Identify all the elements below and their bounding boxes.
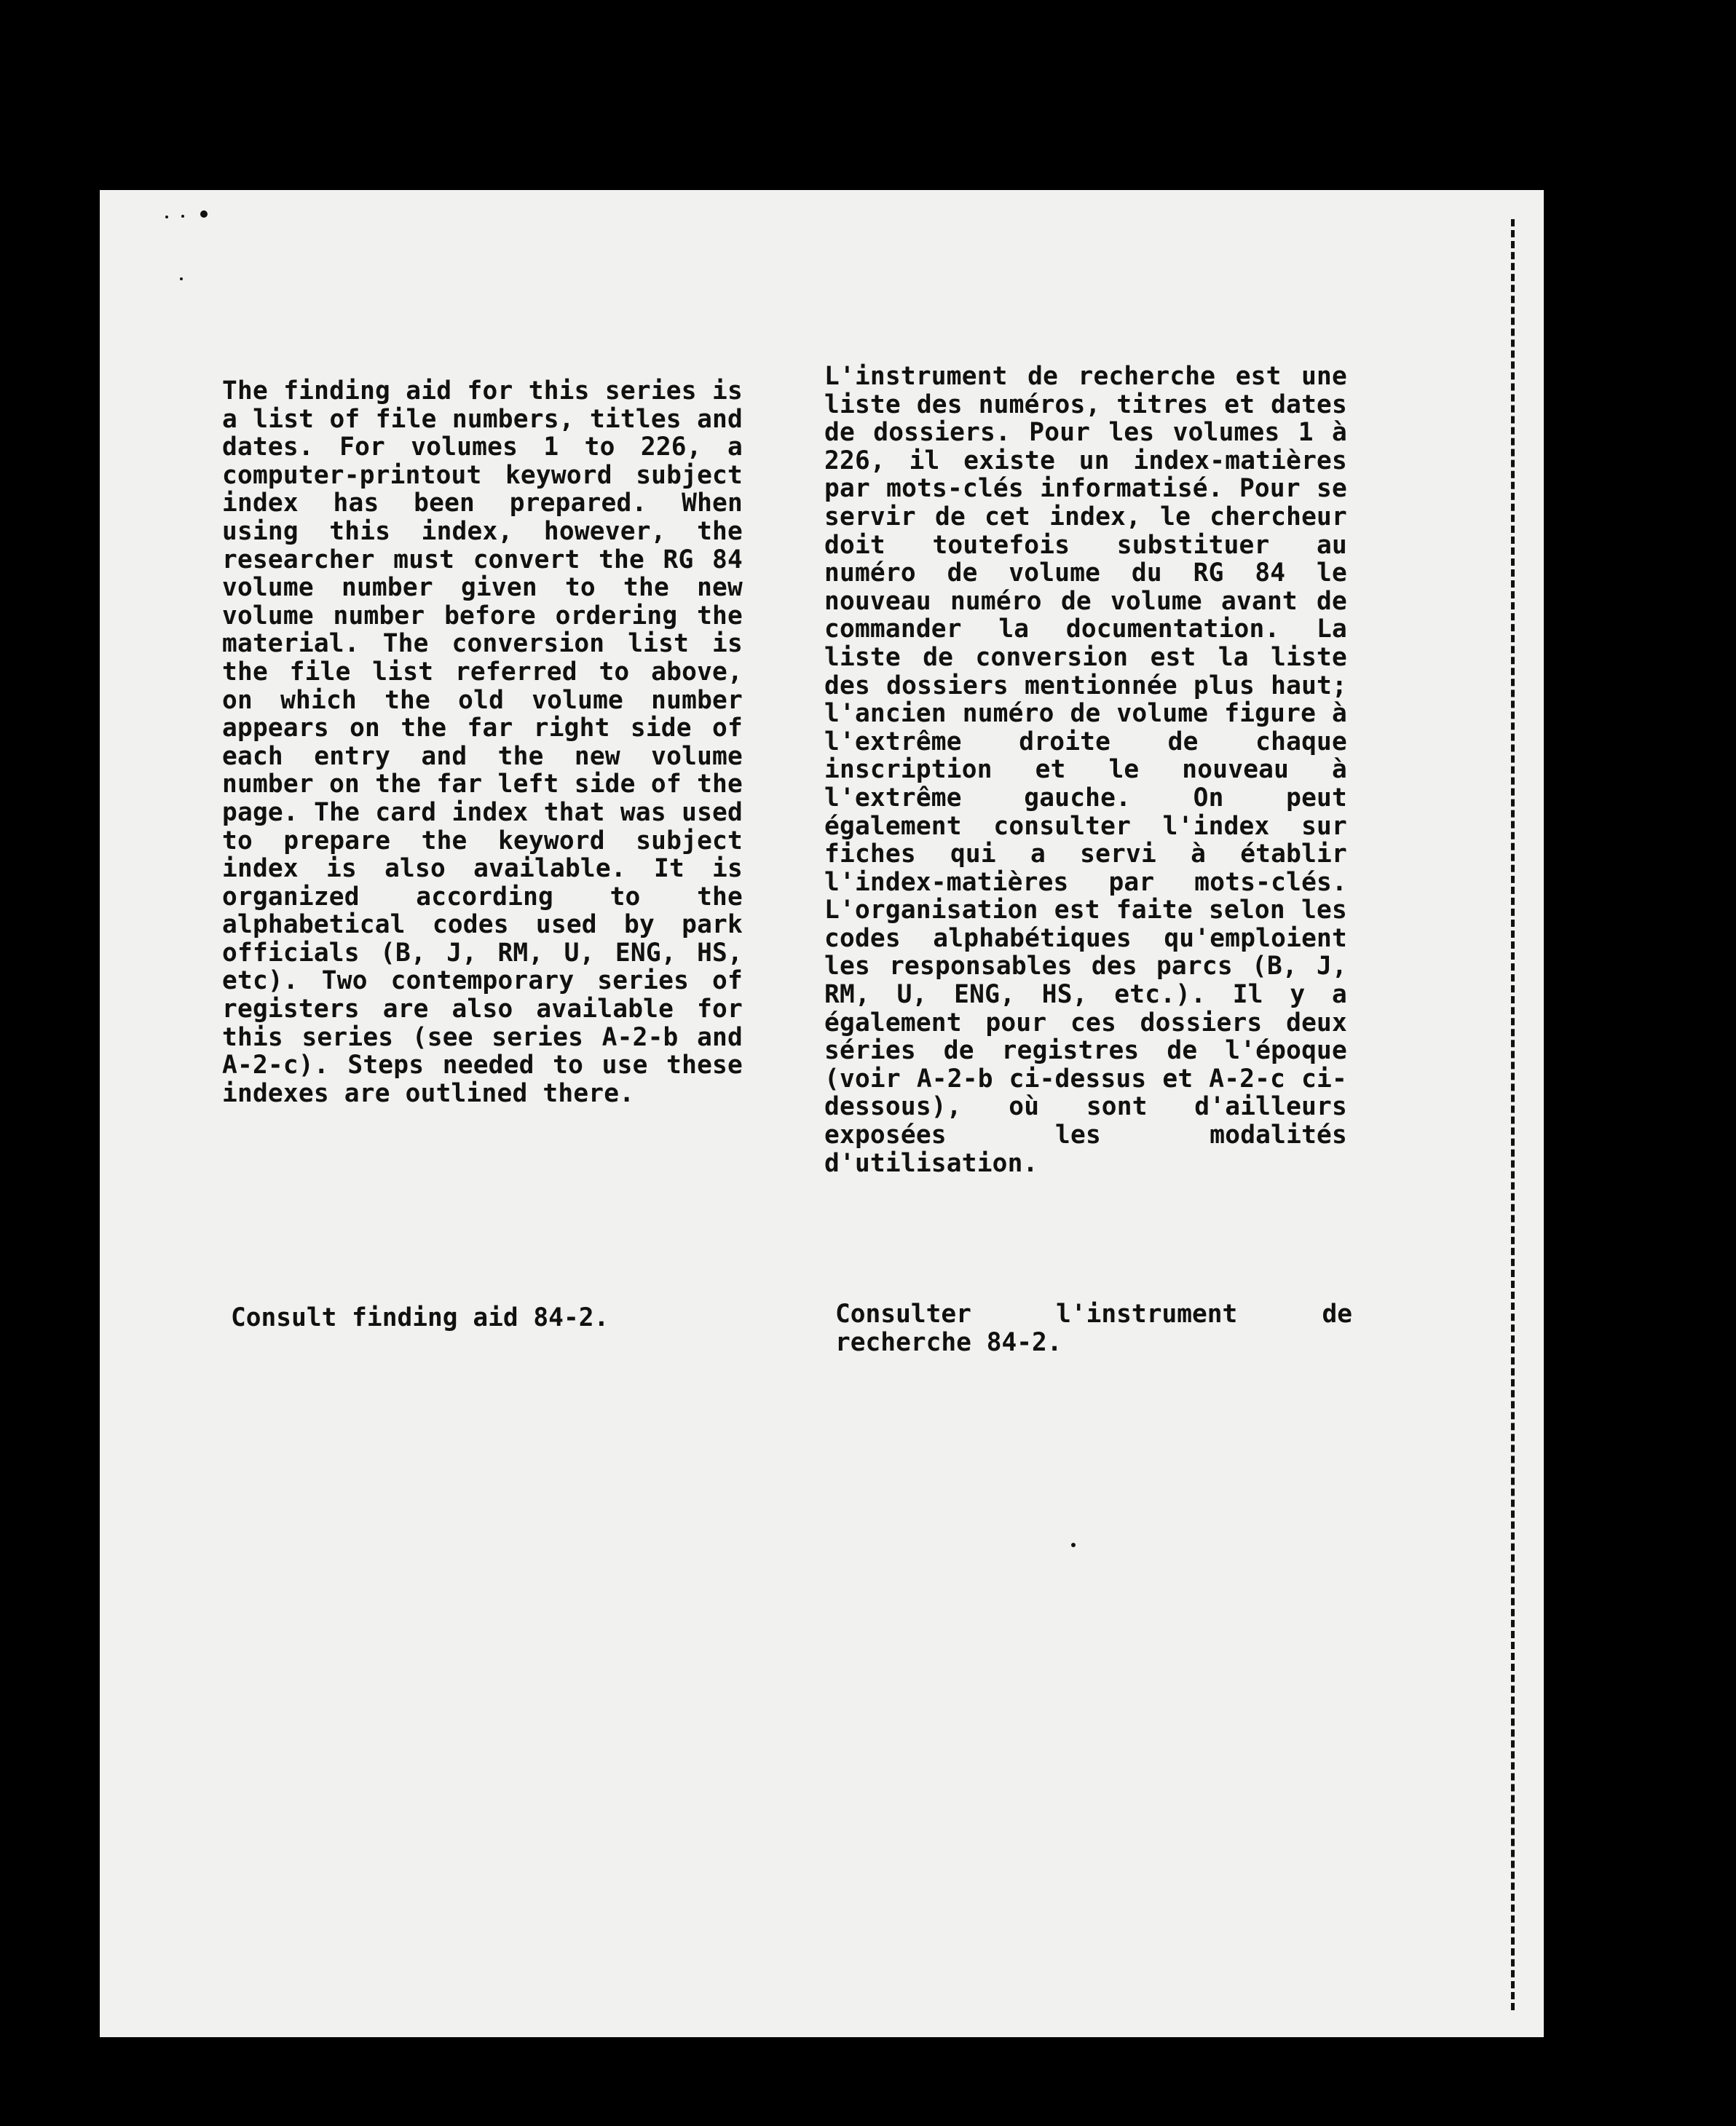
ink-speck [180,277,183,280]
english-consult-note: Consult finding aid 84-2. [231,1303,609,1332]
document-page [100,190,1544,2037]
right-margin-rule [1511,219,1515,2010]
ink-speck [200,210,208,218]
ink-speck [165,216,168,218]
ink-speck [1071,1543,1076,1547]
french-consult-note: Consulter l'instrument de recherche 84-2. [835,1300,1352,1357]
english-paragraph: The finding aid for this series is a list of file numbers, titles and dates. For volumes 1 to 226, a computer-printout keyword subject index has been prepared. When using this index, however, the researcher must convert the RG 84 volume number given to the new volume number before ordering the material. The conversion list is the file list referred to above, on which the old volume number appears on the far right side of each entry and the new volume number on the far left side of the page. The card index that was used to prepare the keyword subject index is also available. It is organized according to the alphabetical codes used by park officials (B, J, RM, U, ENG, HS, etc). Two contemporary series of registers are also available for this series (see series A-2-b and A-2-c). Steps needed to use these indexes are outlined there. [222,376,743,1108]
english-column [222,377,743,1107]
ink-speck [181,215,184,218]
french-column [824,363,1347,1177]
french-paragraph: L'instrument de recherche est une liste des numéros, titres et dates de dossiers. Pour les volumes 1 à 226, il existe un index-matières par mots-clés informatisé. Pour se servir de cet index, le chercheur doit toutefois substituer au numéro de volume du RG 84 le nouveau numéro de volume avant de commander la documentation. La liste de conversion est la liste des dossiers mentionnée plus haut; l'ancien numéro de volume figure à l'extrême droite de chaque inscription et le nouveau à l'extrême gauche. On peut également consulter l'index sur fiches qui a servi à établir l'index-matières par mots-clés. L'organisation est faite selon les codes alphabétiques qu'emploient les responsables des parcs (B, J, RM, U, ENG, HS, etc.). Il y a également pour ces dossiers deux séries de registres de l'époque (voir A-2-b ci-dessus et A-2-c ci-dessous), où sont d'ailleurs exposées les modalités d'utilisation. [824,362,1347,1178]
